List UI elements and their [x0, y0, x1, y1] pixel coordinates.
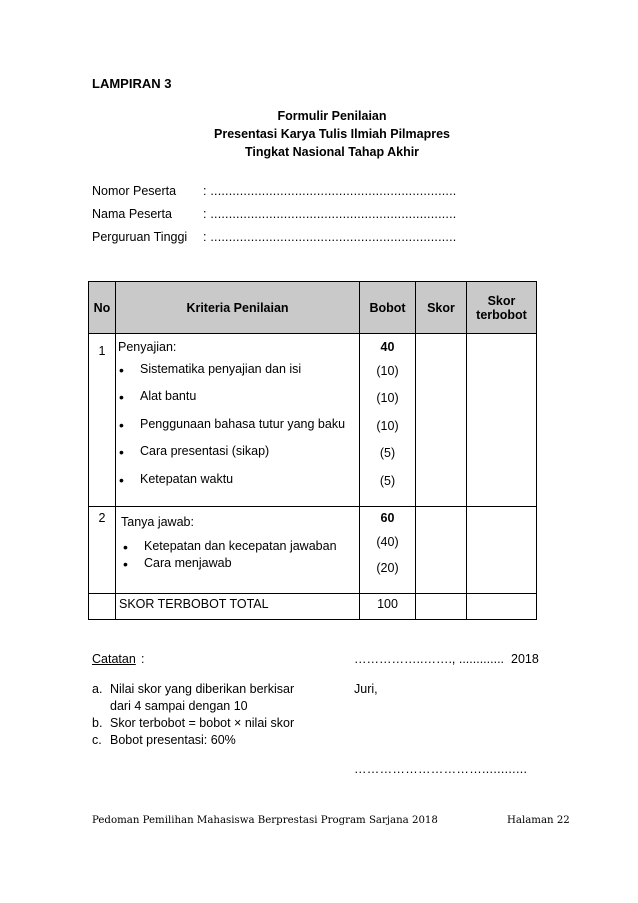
note-item: b. Skor terbobot = bobot × nilai skor: [92, 716, 295, 730]
weight-item: (10): [376, 391, 399, 405]
criteria-item: • Cara presentasi (sikap): [116, 444, 359, 472]
total-row-no: [89, 594, 116, 620]
criteria-item: • Ketepatan waktu: [116, 472, 359, 492]
university-label: Perguruan Tinggi: [92, 230, 188, 244]
signature-line: …………………………............: [354, 762, 528, 776]
note-item: c. Bobot presentasi: 60%: [92, 733, 236, 747]
criteria-cell: [116, 507, 360, 594]
header-weight: Bobot: [360, 282, 416, 334]
row-number: 2: [89, 507, 116, 594]
criteria-cell: [116, 334, 360, 507]
appendix-label: LAMPIRAN 3: [92, 76, 172, 91]
total-row: [89, 594, 537, 620]
place-date-field: ……………..……., .............: [354, 652, 505, 666]
score-cell[interactable]: [416, 507, 467, 594]
university-field: : ...................................................................: [203, 230, 457, 244]
weighted-score-cell[interactable]: [467, 507, 537, 594]
weight-item: (10): [376, 419, 399, 433]
criteria-item: • Ketepatan dan kecepatan jawaban: [120, 539, 359, 556]
participant-name-field: : ...................................................................: [203, 207, 457, 221]
criteria-item: • Alat bantu: [116, 389, 359, 417]
weight-item: (5): [379, 474, 396, 488]
footer-document-title: Pedoman Pemilihan Mahasiswa Berprestasi Program Sarjana 2018: [92, 815, 438, 826]
weighted-score-cell[interactable]: [467, 334, 537, 507]
form-subtitle: Presentasi Karya Tulis Ilmiah Pilmapres: [214, 127, 450, 141]
header-no: No: [89, 282, 116, 334]
form-subtitle-stage: Tingkat Nasional Tahap Akhir: [244, 145, 420, 159]
weight-item: (10): [376, 364, 399, 378]
table-row: [89, 334, 537, 507]
participant-name-label: Nama Peserta: [92, 207, 172, 221]
total-label: SKOR TERBOBOT TOTAL: [116, 594, 360, 620]
weight-total: 40: [380, 340, 395, 354]
score-cell[interactable]: [416, 334, 467, 507]
header-weighted-score: Skor terbobot: [467, 282, 537, 334]
form-title: Formulir Penilaian: [277, 109, 387, 123]
weight-total: 60: [380, 511, 395, 525]
participant-number-label: Nomor Peserta: [92, 184, 177, 198]
weight-item: (20): [376, 561, 399, 575]
notes-colon: :: [141, 652, 145, 666]
weight-item: (40): [376, 535, 399, 549]
weight-item: (5): [379, 446, 396, 460]
criteria-item: • Penggunaan bahasa tutur yang baku: [116, 417, 359, 444]
judge-label: Juri,: [354, 682, 378, 696]
total-score-cell[interactable]: [416, 594, 467, 620]
assessment-table: [88, 281, 537, 620]
criteria-heading: Tanya jawab:: [121, 515, 194, 529]
participant-number-field: : ...................................................................: [203, 184, 457, 198]
weight-cell: [360, 507, 416, 594]
footer-page-number: Halaman 22: [507, 815, 570, 826]
row-number: 1: [89, 334, 116, 507]
criteria-item: • Sistematika penyajian dan isi: [116, 362, 359, 389]
header-score: Skor: [416, 282, 467, 334]
notes-title: Catatan: [92, 652, 136, 666]
header-criteria: Kriteria Penilaian: [116, 282, 360, 334]
total-weighted-score-cell[interactable]: [467, 594, 537, 620]
year-label: 2018: [511, 652, 539, 666]
criteria-heading: Penyajian:: [118, 340, 177, 354]
total-weight: 100: [360, 594, 416, 620]
weight-cell: [360, 334, 416, 507]
criteria-item: • Cara menjawab: [120, 556, 359, 570]
note-item: a. Nilai skor yang diberikan berkisar: [92, 682, 295, 696]
table-row: [89, 507, 537, 594]
table-header-row: [89, 282, 537, 334]
note-item-continued: dari 4 sampai dengan 10: [110, 699, 248, 713]
